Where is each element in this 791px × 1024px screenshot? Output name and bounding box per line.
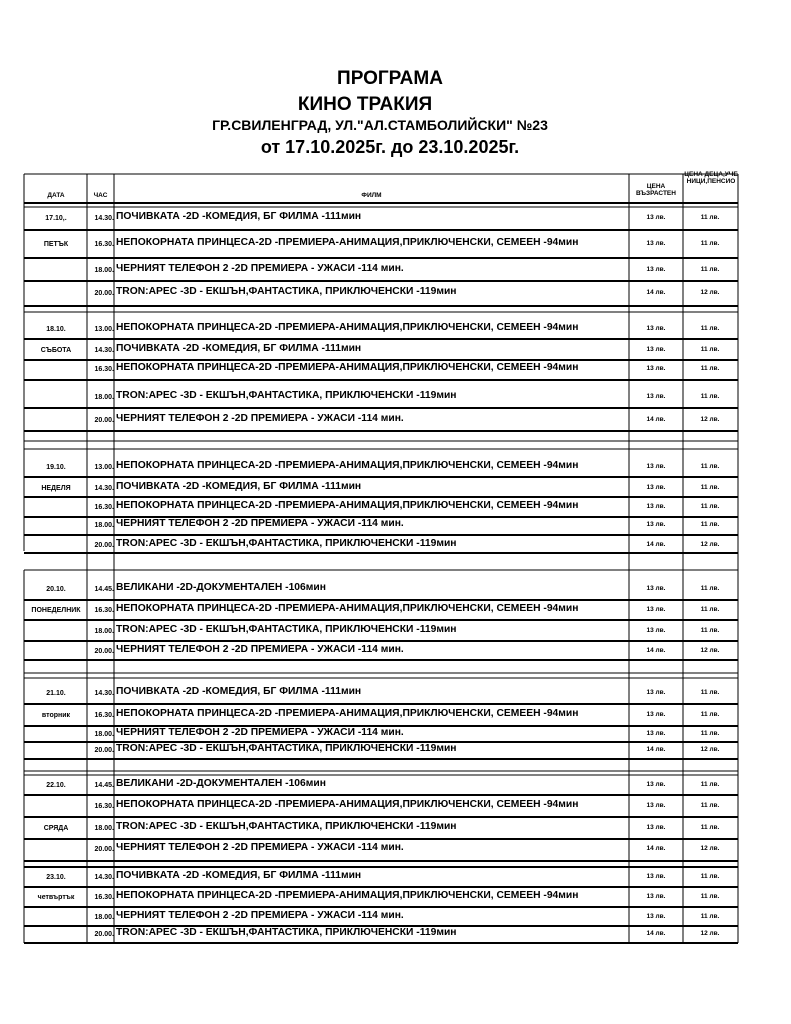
- column-header-date: ДАТА: [47, 192, 65, 199]
- price-adult-cell: 13 лв.: [646, 521, 666, 528]
- price-adult-cell: 14 лв.: [646, 289, 666, 296]
- cinema-address: ГР.СВИЛЕНГРАД, УЛ."АЛ.СТАМБОЛИЙСКИ" №23: [212, 117, 548, 133]
- film-cell: ПОЧИВКАТА -2D -КОМЕДИЯ, БГ ФИЛМА -111мин: [116, 870, 362, 881]
- price-reduced-cell: 11 лв.: [700, 730, 720, 737]
- price-reduced-cell: 11 лв.: [700, 365, 720, 372]
- film-cell: НЕПОКОРНАТА ПРИНЦЕСА-2D -ПРЕМИЕРА-АНИМАЦИЯ,ПРИКЛЮЧЕНСКИ, СЕМЕЕН -94мин: [116, 890, 579, 901]
- price-adult-cell: 13 лв.: [646, 214, 666, 221]
- price-reduced-cell: 11 лв.: [700, 325, 720, 332]
- film-cell: ЧЕРНИЯТ ТЕЛЕФОН 2 -2D ПРЕМИЕРА - УЖАСИ -114 мин.: [116, 644, 404, 655]
- film-cell: НЕПОКОРНАТА ПРИНЦЕСА-2D -ПРЕМИЕРА-АНИМАЦИЯ,ПРИКЛЮЧЕНСКИ, СЕМЕЕН -94мин: [116, 603, 579, 614]
- film-cell: ЧЕРНИЯТ ТЕЛЕФОН 2 -2D ПРЕМИЕРА - УЖАСИ -114 мин.: [116, 910, 404, 921]
- price-adult-cell: 13 лв.: [646, 873, 666, 880]
- price-reduced-cell: 11 лв.: [700, 781, 720, 788]
- date-cell: 22.10.: [46, 782, 66, 789]
- time-cell: 20.00.: [94, 846, 114, 853]
- price-reduced-cell: 11 лв.: [700, 873, 720, 880]
- price-adult-cell: 13 лв.: [646, 346, 666, 353]
- price-adult-cell: 14 лв.: [646, 541, 666, 548]
- date-cell: ПОНЕДЕЛНИК: [31, 607, 81, 614]
- film-cell: ПОЧИВКАТА -2D -КОМЕДИЯ, БГ ФИЛМА -111мин: [116, 481, 362, 492]
- film-cell: TRON:АРЕС -3D - ЕКШЪН,ФАНТАСТИКА, ПРИКЛЮЧЕНСКИ -119мин: [116, 390, 457, 401]
- price-reduced-cell: 12 лв.: [700, 416, 720, 423]
- price-adult-cell: 13 лв.: [646, 484, 666, 491]
- film-cell: ПОЧИВКАТА -2D -КОМЕДИЯ, БГ ФИЛМА -111мин: [116, 343, 362, 354]
- date-cell: 20.10.: [46, 586, 66, 593]
- time-cell: 16.30.: [94, 607, 114, 614]
- film-cell: НЕПОКОРНАТА ПРИНЦЕСА-2D -ПРЕМИЕРА-АНИМАЦИЯ,ПРИКЛЮЧЕНСКИ, СЕМЕЕН -94мин: [116, 362, 579, 373]
- date-cell: 17.10,.: [45, 215, 67, 222]
- price-reduced-cell: 11 лв.: [700, 346, 720, 353]
- price-adult-cell: 13 лв.: [646, 606, 666, 613]
- date-cell: 18.10.: [46, 326, 66, 333]
- column-header-film: ФИЛМ: [361, 192, 382, 199]
- time-cell: 20.00.: [94, 931, 114, 938]
- price-reduced-cell: 11 лв.: [700, 463, 720, 470]
- film-cell: НЕПОКОРНАТА ПРИНЦЕСА-2D -ПРЕМИЕРА-АНИМАЦИЯ,ПРИКЛЮЧЕНСКИ, СЕМЕЕН -94мин: [116, 237, 579, 248]
- price-reduced-cell: 11 лв.: [700, 689, 720, 696]
- price-adult-cell: 13 лв.: [646, 711, 666, 718]
- price-reduced-cell: 11 лв.: [700, 913, 720, 920]
- price-reduced-cell: 11 лв.: [700, 627, 720, 634]
- price-reduced-cell: 12 лв.: [700, 845, 720, 852]
- price-reduced-cell: 11 лв.: [700, 240, 720, 247]
- film-cell: ЧЕРНИЯТ ТЕЛЕФОН 2 -2D ПРЕМИЕРА - УЖАСИ -114 мин.: [116, 413, 404, 424]
- time-cell: 20.00.: [94, 290, 114, 297]
- price-reduced-cell: 12 лв.: [700, 647, 720, 654]
- price-adult-cell: 13 лв.: [646, 689, 666, 696]
- price-reduced-cell: 11 лв.: [700, 214, 720, 221]
- time-cell: 16.30.: [94, 894, 114, 901]
- price-adult-cell: 14 лв.: [646, 647, 666, 654]
- time-cell: 14.45.: [94, 782, 114, 789]
- price-reduced-cell: 12 лв.: [700, 930, 720, 937]
- program-period: от 17.10.2025г. до 23.10.2025г.: [260, 137, 520, 157]
- price-reduced-cell: 11 лв.: [700, 585, 720, 592]
- price-adult-cell: 13 лв.: [646, 627, 666, 634]
- time-cell: 13.00.: [94, 326, 114, 333]
- time-cell: 18.00.: [94, 731, 114, 738]
- price-reduced-cell: 11 лв.: [700, 521, 720, 528]
- time-cell: 16.30.: [94, 241, 114, 248]
- film-cell: ЧЕРНИЯТ ТЕЛЕФОН 2 -2D ПРЕМИЕРА - УЖАСИ -114 мин.: [116, 727, 404, 738]
- time-cell: 16.30.: [94, 803, 114, 810]
- film-cell: ВЕЛИКАНИ -2D-ДОКУМЕНТАЛЕН -106мин: [116, 778, 326, 789]
- time-cell: 18.00.: [94, 914, 114, 921]
- price-reduced-cell: 11 лв.: [700, 893, 720, 900]
- film-cell: TRON:АРЕС -3D - ЕКШЪН,ФАНТАСТИКА, ПРИКЛЮЧЕНСКИ -119мин: [116, 538, 457, 549]
- price-reduced-cell: 11 лв.: [700, 711, 720, 718]
- price-reduced-cell: 12 лв.: [700, 289, 720, 296]
- time-cell: 20.00.: [94, 747, 114, 754]
- price-adult-cell: 13 лв.: [646, 393, 666, 400]
- price-adult-cell: 14 лв.: [646, 930, 666, 937]
- time-cell: 14.30.: [94, 485, 114, 492]
- film-cell: TRON:АРЕС -3D - ЕКШЪН,ФАНТАСТИКА, ПРИКЛЮЧЕНСКИ -119мин: [116, 286, 457, 297]
- price-adult-cell: 13 лв.: [646, 781, 666, 788]
- film-cell: ВЕЛИКАНИ -2D-ДОКУМЕНТАЛЕН -106мин: [116, 582, 326, 593]
- time-cell: 18.00.: [94, 267, 114, 274]
- film-cell: TRON:АРЕС -3D - ЕКШЪН,ФАНТАСТИКА, ПРИКЛЮЧЕНСКИ -119мин: [116, 927, 457, 938]
- price-adult-cell: 13 лв.: [646, 824, 666, 831]
- film-cell: ЧЕРНИЯТ ТЕЛЕФОН 2 -2D ПРЕМИЕРА - УЖАСИ -114 мин.: [116, 263, 404, 274]
- price-reduced-cell: 11 лв.: [700, 484, 720, 491]
- price-adult-cell: 14 лв.: [646, 746, 666, 753]
- price-adult-cell: 13 лв.: [646, 463, 666, 470]
- film-cell: НЕПОКОРНАТА ПРИНЦЕСА-2D -ПРЕМИЕРА-АНИМАЦИЯ,ПРИКЛЮЧЕНСКИ, СЕМЕЕН -94мин: [116, 322, 579, 333]
- time-cell: 18.00.: [94, 628, 114, 635]
- time-cell: 13.00.: [94, 464, 114, 471]
- time-cell: 20.00.: [94, 542, 114, 549]
- date-cell: вторник: [41, 712, 71, 719]
- date-cell: четвъртък: [37, 894, 75, 901]
- price-adult-cell: 14 лв.: [646, 416, 666, 423]
- time-cell: 14.45.: [94, 586, 114, 593]
- price-adult-cell: 13 лв.: [646, 802, 666, 809]
- date-cell: ПЕТЪК: [43, 241, 69, 248]
- date-cell: СЪБОТА: [40, 347, 72, 354]
- time-cell: 16.30.: [94, 504, 114, 511]
- time-cell: 14.30.: [94, 874, 114, 881]
- film-cell: ЧЕРНИЯТ ТЕЛЕФОН 2 -2D ПРЕМИЕРА - УЖАСИ -114 мин.: [116, 842, 404, 853]
- column-header-time: ЧАС: [93, 192, 108, 199]
- price-reduced-cell: 11 лв.: [700, 266, 720, 273]
- time-cell: 14.30.: [94, 690, 114, 697]
- film-cell: ПОЧИВКАТА -2D -КОМЕДИЯ, БГ ФИЛМА -111мин: [116, 686, 362, 697]
- time-cell: 16.30.: [94, 366, 114, 373]
- price-adult-cell: 13 лв.: [646, 325, 666, 332]
- film-cell: TRON:АРЕС -3D - ЕКШЪН,ФАНТАСТИКА, ПРИКЛЮЧЕНСКИ -119мин: [116, 821, 457, 832]
- price-adult-cell: 13 лв.: [646, 913, 666, 920]
- time-cell: 18.00.: [94, 522, 114, 529]
- price-reduced-cell: 12 лв.: [700, 541, 720, 548]
- time-cell: 20.00.: [94, 648, 114, 655]
- time-cell: 20.00.: [94, 417, 114, 424]
- price-adult-cell: 13 лв.: [646, 365, 666, 372]
- column-header-price-adult: ЦЕНА ВЪЗРАСТЕН: [636, 183, 676, 198]
- film-cell: НЕПОКОРНАТА ПРИНЦЕСА-2D -ПРЕМИЕРА-АНИМАЦИЯ,ПРИКЛЮЧЕНСКИ, СЕМЕЕН -94мин: [116, 460, 579, 471]
- date-cell: СРЯДА: [43, 825, 69, 832]
- date-cell: НЕДЕЛЯ: [41, 485, 71, 492]
- time-cell: 16.30.: [94, 712, 114, 719]
- price-reduced-cell: 11 лв.: [700, 393, 720, 400]
- time-cell: 14.30.: [94, 215, 114, 222]
- date-cell: 19.10.: [46, 464, 66, 471]
- time-cell: 18.00.: [94, 394, 114, 401]
- price-adult-cell: 14 лв.: [646, 845, 666, 852]
- program-title: ПРОГРАМА: [337, 68, 443, 89]
- price-reduced-cell: 11 лв.: [700, 802, 720, 809]
- price-reduced-cell: 12 лв.: [700, 746, 720, 753]
- film-cell: ПОЧИВКАТА -2D -КОМЕДИЯ, БГ ФИЛМА -111мин: [116, 211, 362, 222]
- cinema-name: КИНО ТРАКИЯ: [297, 94, 433, 115]
- film-cell: TRON:АРЕС -3D - ЕКШЪН,ФАНТАСТИКА, ПРИКЛЮЧЕНСКИ -119мин: [116, 743, 457, 754]
- time-cell: 14.30.: [94, 347, 114, 354]
- date-cell: 21.10.: [46, 690, 66, 697]
- column-header-price-reduced: ЦЕНА ДЕЦА,УЧЕНИЦИ,ПЕНСИО: [684, 171, 738, 186]
- film-cell: НЕПОКОРНАТА ПРИНЦЕСА-2D -ПРЕМИЕРА-АНИМАЦИЯ,ПРИКЛЮЧЕНСКИ, СЕМЕЕН -94мин: [116, 500, 579, 511]
- date-cell: 23.10.: [46, 874, 66, 881]
- price-adult-cell: 13 лв.: [646, 730, 666, 737]
- price-adult-cell: 13 лв.: [646, 893, 666, 900]
- film-cell: НЕПОКОРНАТА ПРИНЦЕСА-2D -ПРЕМИЕРА-АНИМАЦИЯ,ПРИКЛЮЧЕНСКИ, СЕМЕЕН -94мин: [116, 799, 579, 810]
- time-cell: 18.00.: [94, 825, 114, 832]
- price-adult-cell: 13 лв.: [646, 266, 666, 273]
- price-adult-cell: 13 лв.: [646, 503, 666, 510]
- price-adult-cell: 13 лв.: [646, 585, 666, 592]
- price-reduced-cell: 11 лв.: [700, 503, 720, 510]
- film-cell: ЧЕРНИЯТ ТЕЛЕФОН 2 -2D ПРЕМИЕРА - УЖАСИ -114 мин.: [116, 518, 404, 529]
- price-reduced-cell: 11 лв.: [700, 606, 720, 613]
- price-adult-cell: 13 лв.: [646, 240, 666, 247]
- price-reduced-cell: 11 лв.: [700, 824, 720, 831]
- film-cell: TRON:АРЕС -3D - ЕКШЪН,ФАНТАСТИКА, ПРИКЛЮЧЕНСКИ -119мин: [116, 624, 457, 635]
- film-cell: НЕПОКОРНАТА ПРИНЦЕСА-2D -ПРЕМИЕРА-АНИМАЦИЯ,ПРИКЛЮЧЕНСКИ, СЕМЕЕН -94мин: [116, 708, 579, 719]
